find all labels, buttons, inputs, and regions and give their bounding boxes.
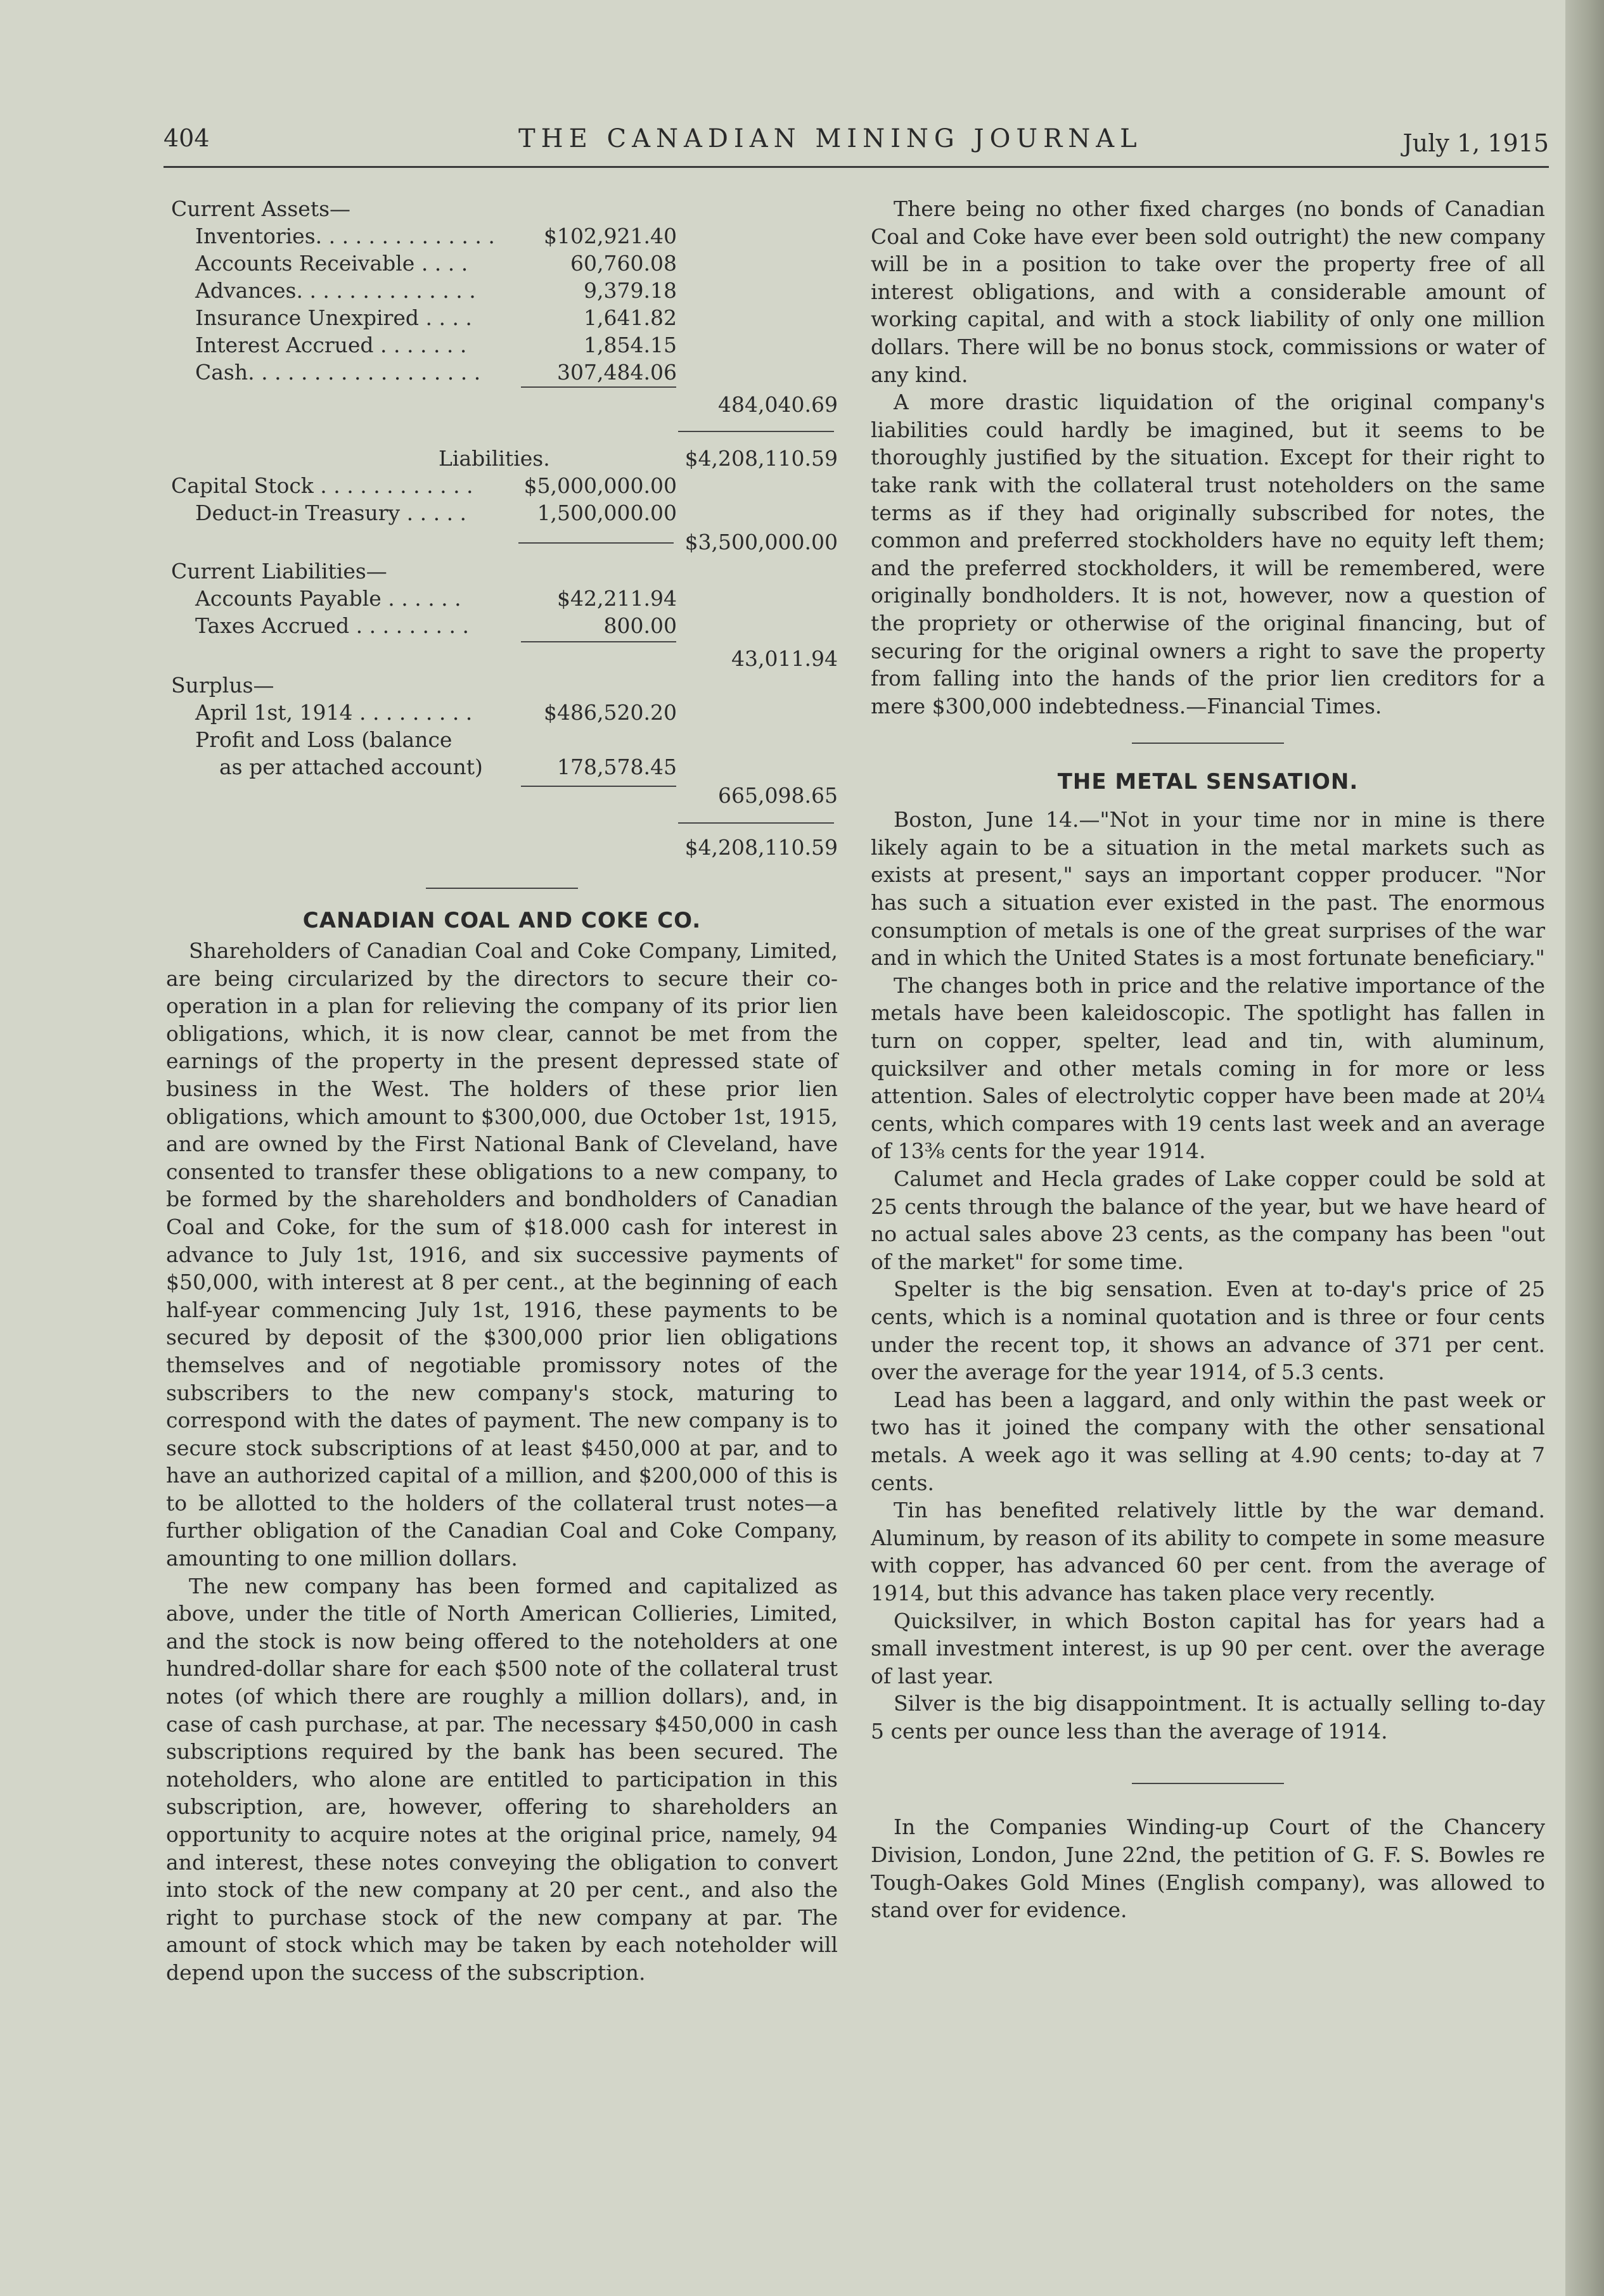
subtotal-rule: [521, 786, 676, 787]
grand-total: $4,208,110.59: [684, 835, 838, 860]
asset-value: 9,379.18: [584, 278, 677, 303]
page-number: 404: [164, 124, 210, 152]
profit-loss-value: 178,578.45: [557, 755, 677, 779]
asset-value: 1,854.15: [584, 333, 677, 357]
coal-coke-paragraph: The new company has been formed and capitalized as above, under the title of North American Collieries, Limited, and the stock is now being offered to the noteholders at one hundred-dollar share for each $500 note of the collateral trust notes (of which there are roughly a million dollars), and, in case of cash purchase, at par. The necessary $450,000 in cash subscriptions required by the bank has been secured. The noteholders, who alone are entitled to participation in this subscription, are, however, offering to shareholders an opportunity to acquire notes at the original price, namely, 94 and interest, these notes conveying the obligation to convert into stock of the new company at 20 per cent., and also the right to purchase stock of the new company at par. The amount of stock which may be taken by each noteholder will depend upon the success of the subscription.: [166, 1573, 838, 1985]
left-column: [166, 195, 838, 1987]
asset-label: Accounts Receivable . . . .: [195, 251, 468, 276]
right-column: [871, 195, 1545, 1924]
profit-loss-label: Profit and Loss (balance: [195, 727, 452, 752]
accounts-payable-label: Accounts Payable . . . . . .: [195, 586, 461, 611]
balance-sheet: [166, 195, 838, 876]
page-header: [164, 124, 1549, 163]
metal-paragraph: Boston, June 14.—"Not in your time nor in mine is there likely again to be a situation in the metal markets such as exists at present," says an important copper producer. "Nor has such a situation ever existed in the past. The enormous consumption of metals is one of the great surprises of the war and in which the United States is a most fortunate beneficiary.": [871, 807, 1545, 971]
asset-label: Interest Accrued . . . . . . .: [195, 333, 467, 357]
page-edge-shadow: [1565, 0, 1604, 2296]
subtotal-rule: [521, 386, 676, 388]
subtotal-rule: [518, 542, 674, 544]
taxes-accrued-label: Taxes Accrued . . . . . . . . .: [195, 613, 469, 638]
liabilities-label: Liabilities.: [439, 446, 550, 471]
coal-coke-continued-paragraph: There being no other fixed charges (no bonds of Canadian Coal and Coke have ever been sold outright) the new company will be in a position to take over the property free of all interest obligations, and with a considerable amount of working capital, and with a stock liability of only one million dollars. There will be no bonus stock, commissions or water of any kind.: [871, 196, 1545, 387]
coal-coke-continued-paragraph: A more drastic liquidation of the original company's liabilities could hardly be imagined, but it seems to be thoroughly justified by the situation. Except for their right to take rank with the collateral trust noteholders on the same terms as if they had originally subscribed for notes, the common and preferred stockholders have no equity left them; and the preferred stockholders, it will be remembered, were originally bondholders. It is not, however, now a question of the propriety or otherwise of the original financing, but of securing for the original owners a right to save the property from falling into the hands of the prior lien creditors for a mere $300,000 indebtedness.—Financial Times.: [871, 390, 1545, 718]
metal-sensation-heading: THE METAL SENSATION.: [1057, 769, 1359, 795]
asset-value: 60,760.08: [570, 251, 677, 276]
winding-up-note: In the Companies Winding-up Court of the Chancery Division, London, June 22nd, the petition of G. F. S. Bowles re Tough-Oakes Gold Mines (English company), was allowed to stand over for evidence.: [871, 1814, 1545, 1923]
profit-loss-label-cont: as per attached account): [219, 755, 483, 779]
surplus-total: 665,098.65: [718, 783, 838, 808]
current-assets-label: Current Assets—: [171, 196, 351, 221]
deduct-treasury-value: 1,500,000.00: [537, 501, 677, 525]
total-rule: [678, 822, 834, 824]
capital-net: $3,500,000.00: [684, 530, 838, 554]
coal-coke-paragraph: Shareholders of Canadian Coal and Coke Company, Limited, are being circularized by the directors to secure their co-operation in a plan for relieving the company of its prior lien obligations, which, it is now clear, cannot be met from the earnings of the property in the present depressed state of business in the West. The holders of these prior lien obligations, which amount to $300,000, due October 1st, 1915, and are owned by the First National Bank of Cleveland, have consented to transfer these obligations to a new company, to be formed by the shareholders and bondholders of Canadian Coal and Coke, for the sum of $18.000 cash for interest in advance to July 1st, 1916, and six successive payments of $50,000, with interest at 8 per cent., at the beginning of each half-year commencing July 1st, 1916, these payments to be secured by deposit of the $300,000 prior lien obligations themselves and of negotiable promissory notes of the subscribers to the new company's stock, maturing to correspond with the dates of payment. The new company is to secure stock subscriptions of at least $450,000 at par, and to have an authorized capital of a million, and $200,000 of this is to be allotted to the holders of the collateral trust notes—a further obligation of the Canadian Coal and Coke Company, amounting to one million dollars.: [166, 938, 838, 1571]
taxes-accrued-value: 800.00: [603, 613, 677, 638]
header-rule: [164, 166, 1549, 168]
section-divider: [1132, 1783, 1284, 1784]
capital-stock-value: $5,000,000.00: [523, 473, 677, 498]
metal-paragraph: Spelter is the big sensation. Even at to-day's price of 25 cents, which is a nominal quotation and is three or four cents under the recent top, it shows an advance of 371 per cent. over the average for the year 1914, of 5.3 cents.: [871, 1277, 1545, 1385]
journal-title: THE CANADIAN MINING JOURNAL: [518, 124, 1143, 153]
liabilities-total: $4,208,110.59: [684, 446, 838, 471]
subtotal-rule: [521, 641, 676, 642]
metal-paragraph: Calumet and Hecla grades of Lake copper could be sold at 25 cents through the balance of the year, but we have heard of no actual sales above 23 cents, as the company has been "out of the market" for some time.: [871, 1166, 1545, 1274]
metal-paragraph: The changes both in price and the relative importance of the metals have been kaleidoscopic. The spotlight has fallen in turn on copper, spelter, lead and tin, with aluminum, quicksilver and other metals coming in for more or less attention. Sales of electrolytic copper have been made at 20¼ cents, which compares with 19 cents last week and an average of 13⅜ cents for the year 1914.: [871, 973, 1545, 1164]
asset-label: Advances. . . . . . . . . . . . . .: [195, 278, 476, 303]
capital-stock-label: Capital Stock . . . . . . . . . . . .: [171, 473, 473, 498]
asset-label: Cash. . . . . . . . . . . . . . . . . .: [195, 360, 481, 385]
coal-coke-heading: CANADIAN COAL AND COKE CO.: [302, 908, 702, 933]
asset-value: 307,484.06: [557, 360, 677, 385]
metal-paragraph: Lead has been a laggard, and only within the past week or two has it joined the company with the other sensational metals. A week ago it was selling at 4.90 cents; to-day at 7 cents.: [871, 1387, 1545, 1495]
current-assets-total: 484,040.69: [718, 392, 838, 417]
current-liabilities-label: Current Liabilities—: [171, 559, 387, 584]
metal-paragraph: Quicksilver, in which Boston capital has for years had a small investment interest, is up 90 per cent. over the average of last year.: [871, 1608, 1545, 1688]
issue-date: July 1, 1915: [1402, 129, 1549, 157]
current-liabilities-total: 43,011.94: [731, 646, 838, 671]
metal-paragraph: Silver is the big disappointment. It is actually selling to-day 5 cents per ounce less than the average of 1914.: [871, 1691, 1545, 1744]
asset-value: 1,641.82: [584, 305, 677, 330]
deduct-treasury-label: Deduct-in Treasury . . . . .: [195, 501, 467, 525]
surplus-label: Surplus—: [171, 673, 274, 698]
april-label: April 1st, 1914 . . . . . . . . .: [195, 700, 473, 725]
asset-value: $102,921.40: [544, 224, 677, 248]
metal-paragraph: Tin has benefited relatively little by the war demand. Aluminum, by reason of its ability to compete in some measure with copper, has advanced 60 per cent. from the average of 1914, but this advance has taken place very recently.: [871, 1498, 1545, 1605]
section-divider: [426, 888, 578, 889]
section-divider: [1132, 743, 1284, 744]
accounts-payable-value: $42,211.94: [557, 586, 677, 611]
april-value: $486,520.20: [544, 700, 677, 725]
asset-label: Insurance Unexpired . . . .: [195, 305, 472, 330]
total-rule: [678, 431, 834, 432]
asset-label: Inventories. . . . . . . . . . . . . .: [195, 224, 495, 248]
